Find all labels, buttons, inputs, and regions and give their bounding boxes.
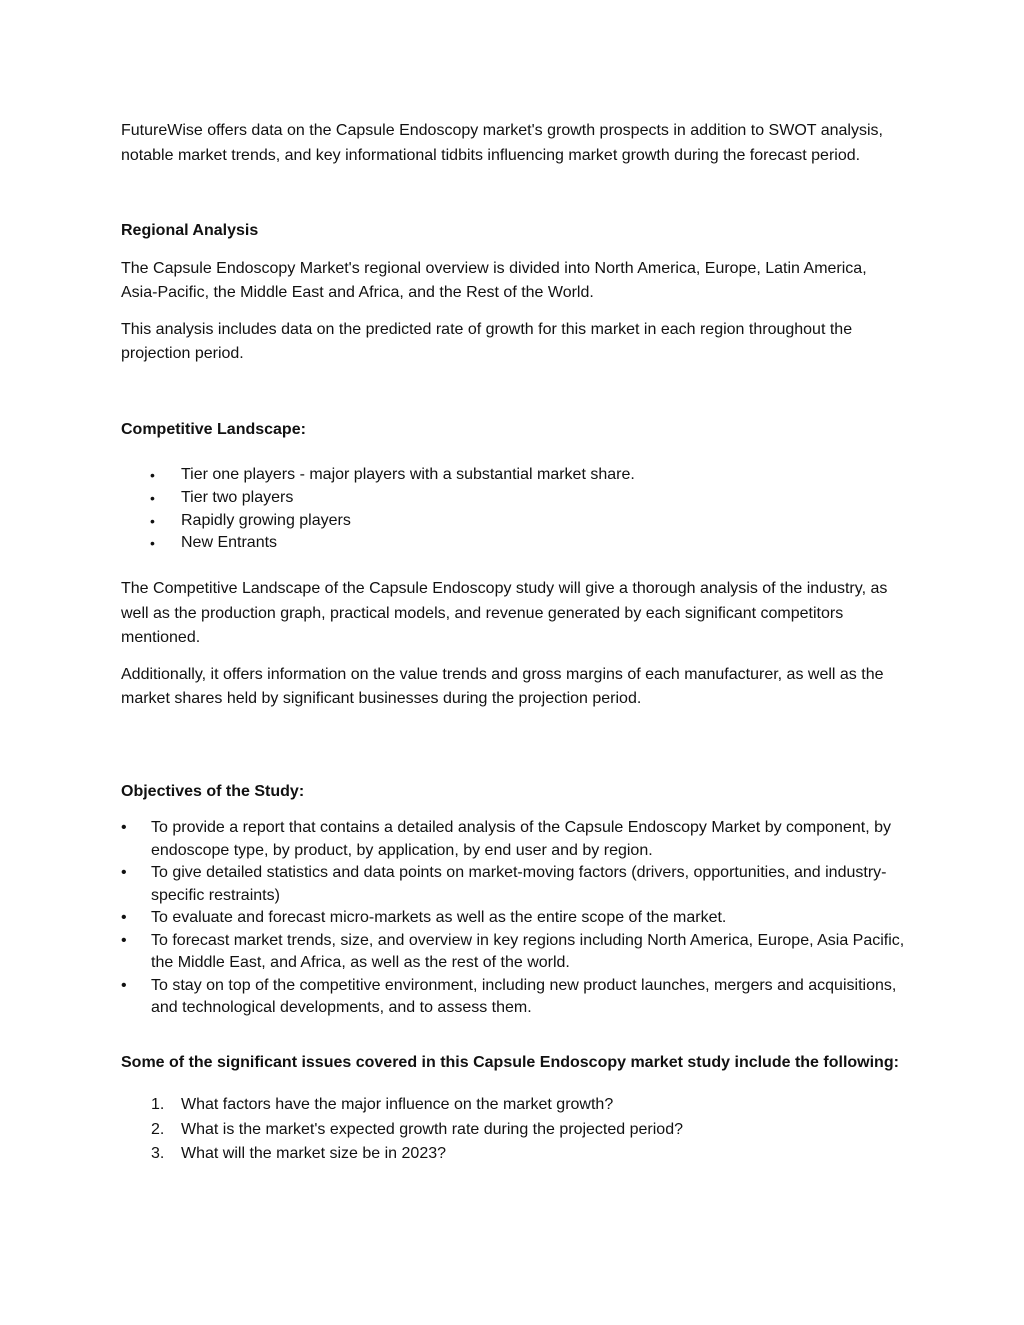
list-item-text: To give detailed statistics and data points on market-moving factors (drivers, opportunities, and industry-specific restraints) [151, 864, 887, 904]
document-page [121, 119, 906, 1166]
bullet-icon: • [150, 489, 155, 506]
objectives-list [121, 817, 906, 1020]
list-number: 1. [151, 1096, 165, 1114]
list-item [121, 1142, 906, 1166]
list-item [121, 862, 906, 907]
list-item [121, 1093, 906, 1117]
list-item-text: To forecast market trends, size, and overview in key regions including North America, Europe, Asia Pacific, the Middle East, and Africa, as well as the rest of the world. [151, 931, 905, 972]
regional-analysis-heading: Regional Analysis [121, 222, 259, 239]
list-item-text: What is the market's expected growth rate during the projected period? [181, 1120, 683, 1138]
intro-paragraph: FutureWise offers data on the Capsule Endoscopy market's growth prospects in addition to SWOT analysis, notable market trends, and key informational tidbits influencing market growth during the forecast period. [121, 122, 883, 164]
bullet-icon: • [121, 976, 127, 994]
bullet-icon: • [150, 512, 155, 529]
list-item [121, 907, 906, 930]
list-item-text: New Entrants [181, 534, 278, 552]
list-item-text: To stay on top of the competitive environment, including new product launches, mergers and acquisitions, and technological developments, and to assess them. [151, 976, 897, 1017]
bullet-icon: • [121, 819, 127, 837]
list-item-text: What will the market size be in 2023? [181, 1145, 447, 1162]
list-number: 2. [151, 1120, 165, 1138]
competitive-landscape-heading: Competitive Landscape: [121, 420, 306, 438]
competitive-paragraph-1: The Competitive Landscape of the Capsule Endoscopy study will give a thorough analysis of the industry, as well as the production graph, practical models, and revenue generated by each significant competitors mentioned. [121, 580, 888, 647]
bullet-icon: • [150, 535, 155, 552]
bullet-icon: • [121, 864, 127, 882]
bullet-icon: • [121, 909, 127, 927]
competitive-paragraph-2: Additionally, it offers information on the value trends and gross margins of each manufacturer, as well as the market shares held by significant businesses during the projection period. [121, 665, 884, 708]
list-item-text: Tier two players [181, 488, 294, 506]
regional-paragraph-2: This analysis includes data on the predicted rate of growth for this market in each region throughout the projection period. [121, 320, 853, 362]
list-item [121, 532, 906, 555]
list-number: 3. [151, 1145, 165, 1162]
list-item [121, 930, 906, 975]
list-item-text: Rapidly growing players [181, 511, 351, 529]
list-item [121, 510, 906, 533]
issues-heading: Some of the significant issues covered in this Capsule Endoscopy market study include the following: [121, 1053, 899, 1071]
objectives-heading: Objectives of the Study: [121, 782, 305, 800]
list-item [121, 487, 906, 510]
list-item [121, 1118, 906, 1142]
competitive-player-list [121, 464, 906, 555]
list-item [121, 817, 906, 862]
bullet-icon: • [150, 467, 155, 483]
list-item [121, 464, 906, 487]
list-item-text: Tier one players - major players with a substantial market share. [181, 466, 635, 483]
list-item-text: To provide a report that contains a detailed analysis of the Capsule Endoscopy Market by component, by endoscope type, by product, by application, by end user and by region. [151, 819, 891, 859]
issues-list [121, 1093, 906, 1166]
list-item [121, 975, 906, 1020]
bullet-icon: • [121, 931, 127, 949]
list-item-text: What factors have the major influence on the market growth? [181, 1096, 614, 1114]
list-item-text: To evaluate and forecast micro-markets as well as the entire scope of the market. [151, 909, 727, 927]
regional-paragraph-1: The Capsule Endoscopy Market's regional overview is divided into North America, Europe, Latin America, Asia-Pacific, the Middle East and Africa, and the Rest of the World. [121, 259, 867, 301]
